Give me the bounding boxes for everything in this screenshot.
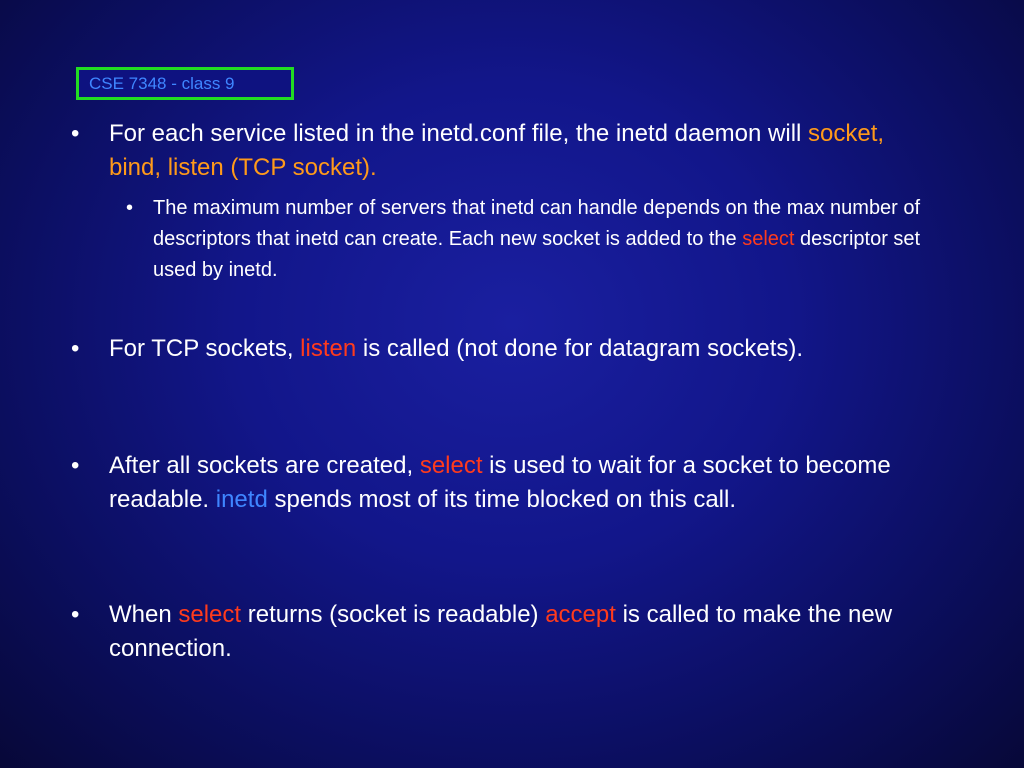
bullet-4-text: When (109, 601, 179, 628)
bullet-4-text-middle: returns (socket is readable) (241, 601, 546, 628)
sub-bullet-1 (126, 193, 933, 286)
bullet-4 (71, 598, 939, 666)
course-tag-label: CSE 7348 - class 9 (89, 74, 235, 93)
bullet-4-text-end: is called to make the new connection. (109, 601, 893, 662)
bullet-2 (71, 332, 939, 366)
bullet-3-text: After all sockets are created, (109, 452, 420, 479)
bullet-4-highlight-accept: accept (545, 601, 616, 628)
bullet-2-text: For TCP sockets, (109, 335, 301, 362)
bullet-3-text-middle: is used to wait for a socket to become readable. (109, 452, 891, 513)
sub-bullet-1-text-end: descriptor set used by inetd. (153, 228, 921, 281)
bullet-marker: • (71, 120, 80, 147)
sub-bullet-marker: • (126, 197, 134, 219)
bullet-3-highlight-select: select (419, 452, 483, 479)
bullet-1-highlight: socket, bind, listen (TCP socket). (109, 120, 885, 181)
bullet-2-text-end: is called (not done for datagram sockets). (356, 335, 804, 362)
bullet-2-highlight: listen (300, 335, 357, 362)
bullet-4-highlight-select: select (178, 601, 242, 628)
bullet-marker: • (71, 452, 80, 479)
bullet-3-highlight-inetd: inetd (215, 486, 268, 513)
bullet-marker: • (71, 335, 80, 362)
sub-bullet-1-highlight: select (742, 228, 795, 250)
bullet-marker: • (71, 601, 80, 628)
bullet-3-text-end: spends most of its time blocked on this call. (267, 486, 737, 513)
bullet-1 (71, 117, 939, 185)
sub-bullet-1-text: The maximum number of servers that inetd can handle depends on the max number of descriptors that inetd can create. Each new socket is added to the (153, 197, 921, 250)
bullet-3 (71, 449, 939, 517)
bullet-1-text: For each service listed in the inetd.conf file, the inetd daemon will (109, 120, 809, 147)
